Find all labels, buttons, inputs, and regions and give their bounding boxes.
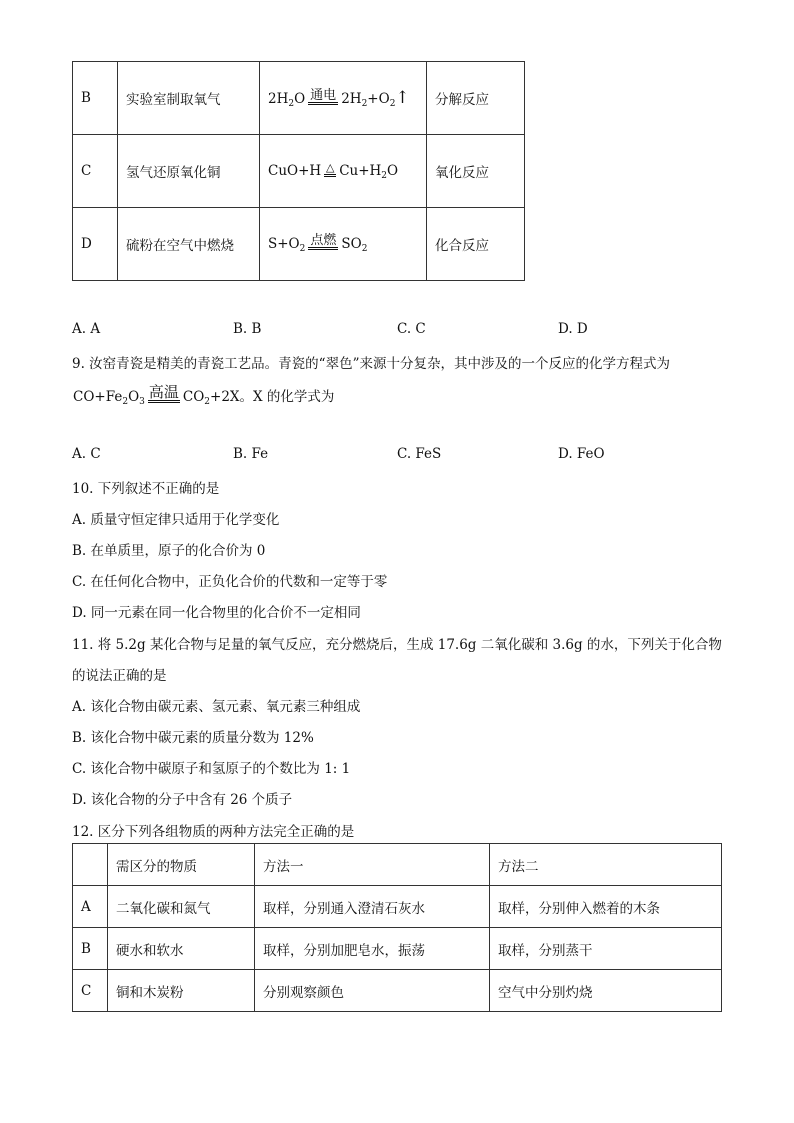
table-cell: 硬水和软水 (108, 928, 255, 970)
table-row (73, 208, 525, 281)
q8-option-b: B. B (233, 321, 262, 337)
q9-question: 9. 汝窑青瓷是精美的青瓷工艺品。青瓷的“翠色”来源十分复杂，其中涉及的一个反应的化学方程式为 (72, 356, 670, 372)
reaction-condition: 高温 (148, 383, 179, 401)
table-cell: 二氧化碳和氮气 (108, 886, 255, 928)
q11-option-a: A. 该化合物由碳元素、氢元素、氧元素三种组成 (72, 699, 361, 715)
header-cell: 方法二 (490, 844, 722, 886)
header-cell: 方法一 (255, 844, 490, 886)
q11-question-line1: 11. 将 5.2g 某化合物与足量的氧气反应，充分燃烧后，生成 17.6g 二氧化碳和 3.6g 的水，下列关于化合物 (72, 637, 722, 653)
q8-option-a: A. A (72, 321, 101, 337)
q9-option-c: C. FeS (397, 446, 442, 462)
q10-option-a: A. 质量守恒定律只适用于化学变化 (72, 512, 280, 528)
q9-option-a: A. C (72, 446, 101, 462)
reaction-type: 分解反应 (427, 62, 525, 135)
header-cell: 需区分的物质 (108, 844, 255, 886)
q10-question: 10. 下列叙述不正确的是 (72, 481, 220, 497)
table-row (73, 970, 722, 1012)
q9-option-b: B. Fe (233, 446, 269, 462)
gas-arrow-icon: ↑ (395, 87, 410, 108)
table-cell: 取样，分别蒸干 (490, 928, 722, 970)
chemical-equation: $2H_2O$ 通电 $2H_2+O_2↑$ (260, 62, 427, 135)
table-cell: 铜和木炭粉 (108, 970, 255, 1012)
row-label: B (73, 62, 118, 135)
table-row (73, 62, 525, 135)
row-label: C (73, 135, 118, 208)
table-header-row (73, 844, 722, 886)
table-cell: 分别观察颜色 (255, 970, 490, 1012)
reaction-table (72, 61, 525, 281)
reaction-text: 氢气还原氧化铜 (118, 135, 260, 208)
row-label: C (73, 970, 108, 1012)
table-row (73, 928, 722, 970)
reaction-type: 氧化反应 (427, 135, 525, 208)
reaction-text: 硫粉在空气中燃烧 (118, 208, 260, 281)
row-label: A (73, 886, 108, 928)
chemical-equation: CuO+H △ $Cu+H_2O$ (260, 135, 427, 208)
q8-option-c: C. C (397, 321, 426, 337)
table-cell: 空气中分别灼烧 (490, 970, 722, 1012)
q10-option-c: C. 在任何化合物中，正负化合价的代数和一定等于零 (72, 574, 388, 590)
q9-equation: $CO+Fe_2O_3$ 高温 $CO_2+2X$。X 的化学式为 (73, 383, 335, 407)
reaction-condition: △ (322, 161, 338, 181)
q10-option-b: B. 在单质里，原子的化合价为 0 (72, 543, 266, 559)
table-cell: 取样，分别加肥皂水，振荡 (255, 928, 490, 970)
reaction-text: 实验室制取氧气 (118, 62, 260, 135)
chemical-equation: $S+O_2$ 点燃 $SO_2$ (260, 208, 427, 281)
reaction-type: 化合反应 (427, 208, 525, 281)
table-row (73, 135, 525, 208)
q9-option-d: D. FeO (558, 446, 605, 462)
q8-option-d: D. D (558, 321, 588, 337)
q11-option-b: B. 该化合物中碳元素的质量分数为 12% (72, 730, 314, 746)
table-cell: 取样，分别伸入燃着的木条 (490, 886, 722, 928)
q11-option-c: C. 该化合物中碳原子和氢原子的个数比为 1: 1 (72, 761, 351, 777)
header-cell (73, 844, 108, 886)
q12-question: 12. 区分下列各组物质的两种方法完全正确的是 (72, 824, 355, 840)
row-label: B (73, 928, 108, 970)
reaction-condition: 点燃 (310, 233, 337, 248)
q11-option-d: D. 该化合物的分子中含有 26 个质子 (72, 792, 293, 808)
q10-option-d: D. 同一元素在同一化合物里的化合价不一定相同 (72, 605, 361, 621)
table-cell: 取样，分别通入澄清石灰水 (255, 886, 490, 928)
methods-table (72, 843, 722, 1012)
table-row (73, 886, 722, 928)
row-label: D (73, 208, 118, 281)
reaction-condition: 通电 (310, 87, 337, 103)
q11-question-line2: 的说法正确的是 (72, 668, 167, 684)
